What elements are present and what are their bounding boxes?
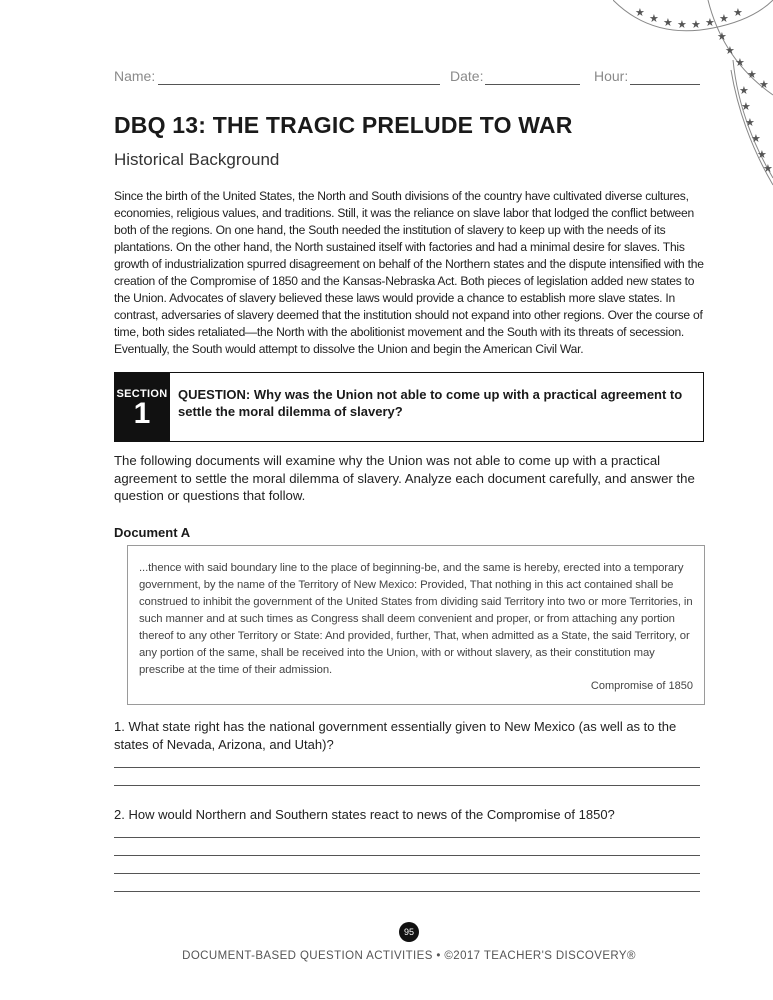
date-label: Date:: [450, 68, 484, 84]
svg-text:★: ★: [691, 18, 701, 31]
svg-text:★: ★: [719, 12, 729, 25]
historical-background-paragraph: Since the birth of the United States, the North and South divisions of the country have cultivated diverse cultures, economies, religious values, and traditions. Still, it was the reliance on slave labor that lodged the conflict between both of the regions. On one hand, the South needed the institution of slavery to keep up with the needs of its plantations. On the other hand, the North sustained itself with factories and had a minimal desire for slaves. This growth of industrialization spurred disagreement on behalf of the Northern states and the dispute intensified with the creation of the Compromise of 1850 and the Kansas-Nebraska Act. Both pieces of legislation added new states to the Union. Advocates of slavery believed these laws would provide a chance to establish more slave states. In contrast, adversaries of slavery deemed that the institution should not expand into other regions. Over the course of time, both sides retaliated—the North with the abolitionist movement and the South with its threats of secession. Eventually, the South would attempt to dissolve the Union and begin the American Civil War.: [114, 189, 704, 356]
question-1-number: 1.: [114, 719, 125, 734]
svg-text:★: ★: [759, 78, 769, 91]
svg-text:★: ★: [717, 30, 727, 43]
footer-text: DOCUMENT-BASED QUESTION ACTIVITIES • ©2017 TEACHER'S DISCOVERY®: [182, 950, 636, 962]
section-subtitle: Historical Background: [114, 150, 280, 169]
question-2: [114, 806, 706, 824]
svg-text:★: ★: [635, 6, 645, 19]
answer-line-2d[interactable]: [114, 891, 700, 892]
question-label: QUESTION:: [178, 387, 251, 402]
svg-text:★: ★: [745, 116, 755, 129]
answer-line-2a[interactable]: [114, 837, 700, 838]
page-number-badge: 95: [399, 922, 419, 942]
svg-text:★: ★: [733, 6, 743, 19]
answer-line-2b[interactable]: [114, 855, 700, 856]
name-field[interactable]: [158, 84, 440, 85]
svg-text:★: ★: [705, 16, 715, 29]
star-arc-decoration: [613, 0, 773, 200]
svg-text:★: ★: [739, 84, 749, 97]
name-label: Name:: [114, 68, 156, 84]
section-tab: [114, 372, 170, 442]
intro-paragraph: The following documents will examine why the Union was not able to come up with a practical agreement to settle the moral dilemma of slavery. Analyze each document carefully, and answer the question or questions that follow.: [114, 453, 695, 503]
answer-line-2c[interactable]: [114, 873, 700, 874]
svg-text:★: ★: [663, 16, 673, 29]
section-question: [178, 386, 688, 420]
document-heading: Document A: [114, 525, 191, 540]
answer-line-1a[interactable]: [114, 767, 700, 768]
question-1-text: What state right has the national government essentially given to New Mexico (as well as to the states of Nevada, Arizona, and Utah)?: [114, 719, 677, 752]
svg-text:★: ★: [747, 68, 757, 81]
svg-text:★: ★: [677, 18, 687, 31]
svg-text:★: ★: [725, 44, 735, 57]
svg-text:★: ★: [751, 132, 761, 145]
date-field[interactable]: [485, 84, 580, 85]
question-1: [114, 718, 706, 754]
svg-text:★: ★: [735, 56, 745, 69]
question-body: Why was the Union not able to come up with a practical agreement to settle the moral dilemma of slavery?: [178, 387, 683, 419]
hour-label: Hour:: [594, 68, 629, 84]
svg-text:★: ★: [649, 12, 659, 25]
svg-text:★: ★: [757, 148, 767, 161]
hour-field[interactable]: [630, 84, 700, 85]
document-source: Compromise of 1850: [590, 680, 693, 692]
section-word: SECTION: [116, 388, 168, 400]
document-excerpt: ...thence with said boundary line to the place of beginning-be, and the same is hereby, erected into a temporary government, by the name of the Territory of New Mexico: Provided, That nothing in this act contained shall be construed to inhibit the government of the United States from dividing said Territory into two or more Territories, in such manner and at such times as Congress shall deem convenient and proper, or from attaching any portion thereof to any other Territory or State: And provided, further, That, when admitted as a State, the said Territory, or any portion of the same, shall be received into the Union, with or without slavery, as their constitution may prescribe at the time of their admission.: [139, 562, 693, 676]
section-number: 1: [133, 397, 151, 430]
svg-text:★: ★: [763, 162, 773, 175]
question-2-number: 2.: [114, 807, 125, 822]
svg-text:★: ★: [741, 100, 751, 113]
answer-line-1b[interactable]: [114, 785, 700, 786]
page-title: DBQ 13: THE TRAGIC PRELUDE TO WAR: [114, 112, 573, 138]
question-2-text: How would Northern and Southern states react to news of the Compromise of 1850?: [128, 807, 615, 822]
